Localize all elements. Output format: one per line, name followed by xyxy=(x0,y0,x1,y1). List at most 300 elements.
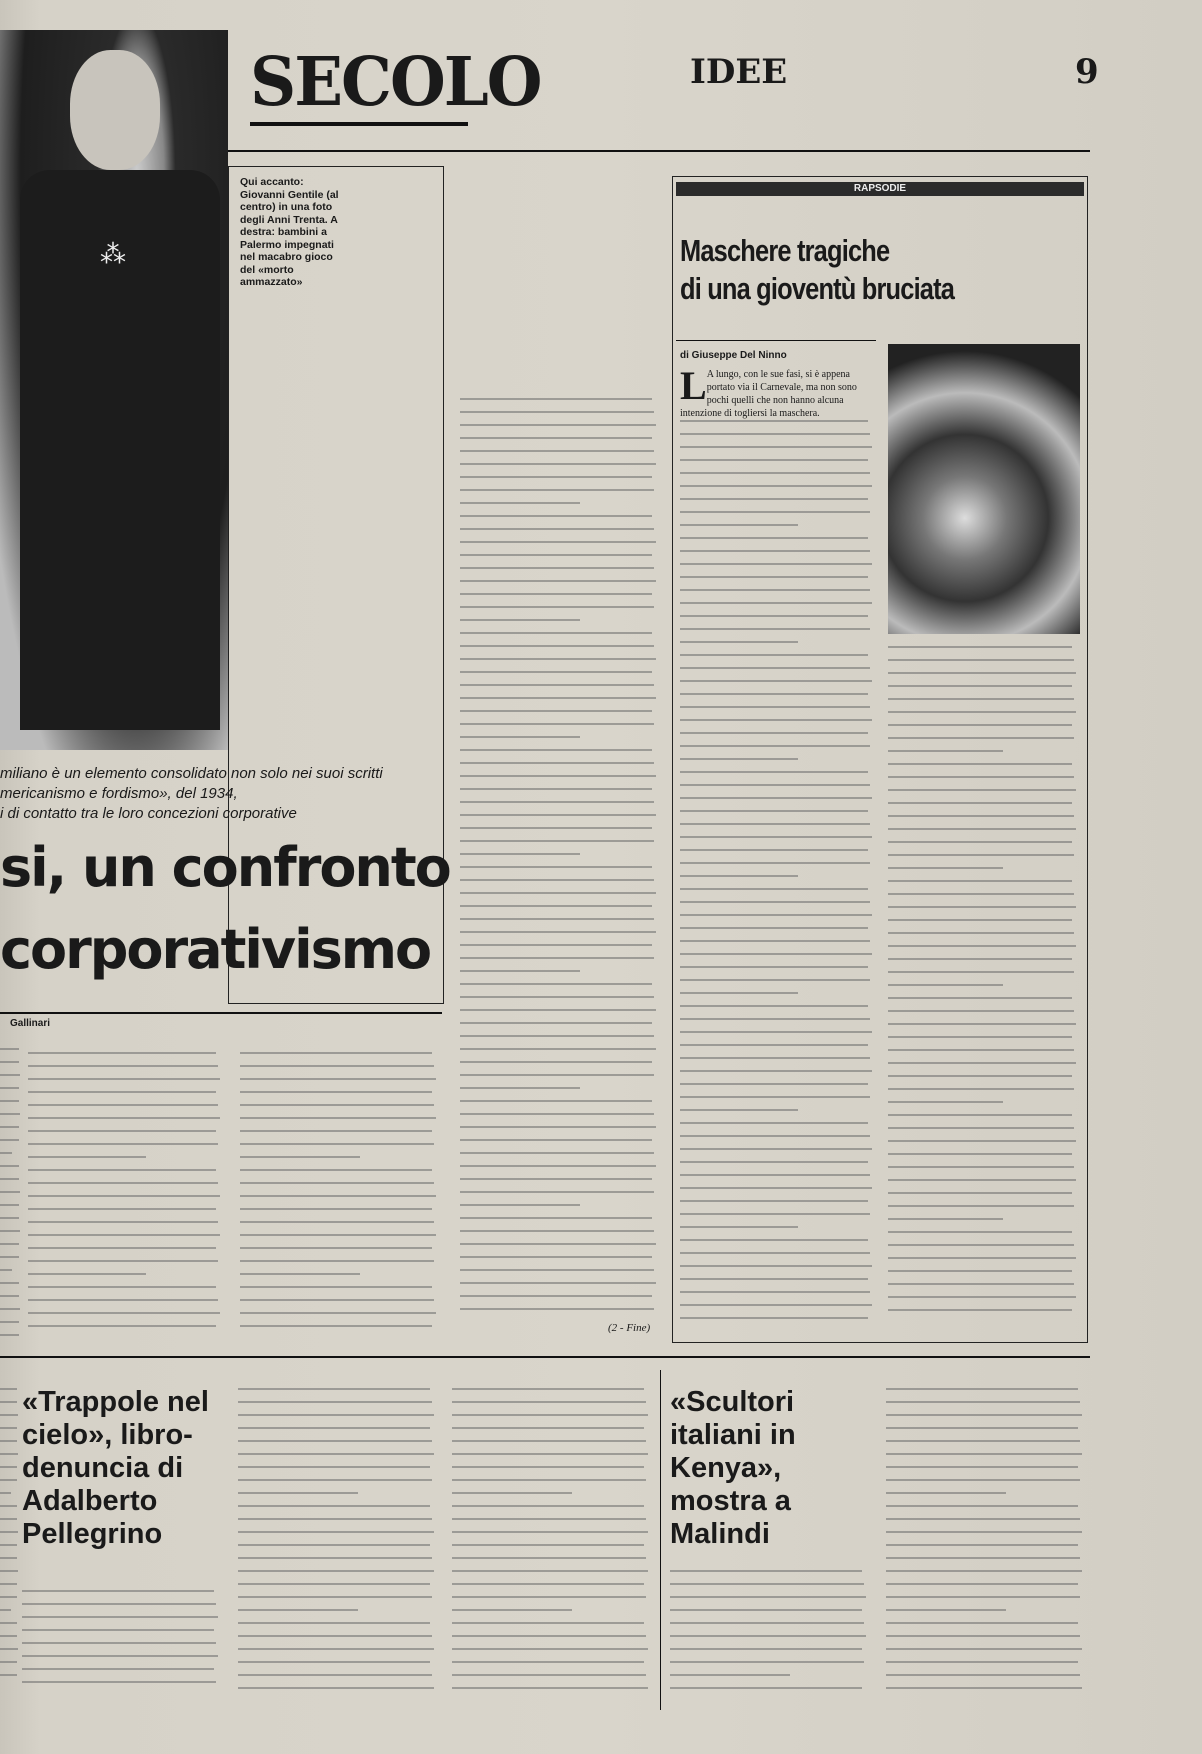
text-line xyxy=(460,1269,654,1271)
text-line xyxy=(0,1414,18,1416)
text-line xyxy=(22,1603,216,1605)
text-line xyxy=(452,1609,572,1611)
text-line xyxy=(238,1401,432,1403)
body-column-3 xyxy=(460,398,660,1328)
text-line xyxy=(240,1312,436,1314)
text-line xyxy=(670,1570,862,1572)
text-line xyxy=(452,1544,644,1546)
text-line xyxy=(680,719,872,721)
trappole-column-2 xyxy=(238,1388,438,1706)
text-line xyxy=(886,1583,1078,1585)
text-line xyxy=(460,658,656,660)
text-line xyxy=(680,706,870,708)
text-line xyxy=(680,732,868,734)
text-line xyxy=(680,966,868,968)
text-line xyxy=(0,1139,19,1141)
text-line xyxy=(888,659,1074,661)
text-line xyxy=(888,815,1074,817)
text-line xyxy=(670,1583,864,1585)
text-line xyxy=(0,1518,17,1520)
text-line xyxy=(680,693,868,695)
text-line xyxy=(0,1531,18,1533)
text-line xyxy=(888,1062,1076,1064)
text-line xyxy=(240,1052,432,1054)
text-line xyxy=(460,1139,652,1141)
text-line xyxy=(888,1036,1072,1038)
text-line xyxy=(460,411,654,413)
text-line xyxy=(680,771,868,773)
text-line xyxy=(888,672,1076,674)
text-line xyxy=(886,1388,1078,1390)
text-line xyxy=(460,1048,656,1050)
text-line xyxy=(238,1466,430,1468)
text-line xyxy=(460,1061,652,1063)
text-line xyxy=(238,1453,434,1455)
text-line xyxy=(886,1401,1080,1403)
text-line xyxy=(680,446,872,448)
text-line xyxy=(0,1440,17,1442)
text-line xyxy=(888,1010,1074,1012)
text-line xyxy=(460,580,656,582)
text-line xyxy=(888,1153,1072,1155)
bottom-rule xyxy=(0,1356,1090,1358)
text-line xyxy=(460,645,654,647)
text-line xyxy=(886,1531,1082,1533)
text-line xyxy=(0,1453,18,1455)
text-line xyxy=(460,866,652,868)
text-line xyxy=(888,1088,1074,1090)
text-line xyxy=(680,1070,872,1072)
text-line xyxy=(888,737,1074,739)
text-line xyxy=(680,927,868,929)
text-line xyxy=(888,802,1072,804)
text-line xyxy=(460,1009,656,1011)
text-line xyxy=(680,849,868,851)
text-line xyxy=(0,1282,19,1284)
text-line xyxy=(680,459,868,461)
text-line xyxy=(460,853,580,855)
masthead: SECOLO xyxy=(250,43,541,122)
text-line xyxy=(888,685,1072,687)
text-line xyxy=(460,1256,652,1258)
trappole-column-1 xyxy=(22,1590,222,1700)
text-line xyxy=(460,840,654,842)
headline-line-2: corporativismo xyxy=(0,918,431,981)
text-line xyxy=(888,997,1072,999)
text-line xyxy=(888,1114,1072,1116)
text-line xyxy=(452,1518,646,1520)
text-line xyxy=(680,485,872,487)
text-line xyxy=(22,1681,216,1683)
body-column-2 xyxy=(240,1052,440,1346)
text-line xyxy=(886,1648,1082,1650)
text-line xyxy=(460,528,654,530)
text-line xyxy=(680,1044,868,1046)
text-line xyxy=(680,992,798,994)
text-line xyxy=(886,1687,1082,1689)
text-line xyxy=(888,1192,1072,1194)
text-line xyxy=(680,888,868,890)
text-line xyxy=(460,788,652,790)
text-line xyxy=(0,1243,19,1245)
text-line xyxy=(240,1182,434,1184)
text-line xyxy=(886,1557,1080,1559)
text-line xyxy=(680,1096,870,1098)
masks-photo xyxy=(888,344,1080,634)
text-line xyxy=(888,646,1072,648)
text-line xyxy=(680,1239,868,1241)
text-line xyxy=(460,931,656,933)
text-line xyxy=(238,1531,434,1533)
text-line xyxy=(460,1152,654,1154)
text-line xyxy=(888,841,1072,843)
text-line xyxy=(460,827,652,829)
text-line xyxy=(888,1257,1076,1259)
text-line xyxy=(886,1479,1080,1481)
text-line xyxy=(28,1234,220,1236)
text-line xyxy=(238,1518,432,1520)
text-line xyxy=(888,1049,1074,1051)
text-line xyxy=(452,1596,646,1598)
text-line xyxy=(240,1273,360,1275)
text-line xyxy=(460,554,652,556)
text-line xyxy=(28,1325,216,1327)
text-line xyxy=(888,1218,1003,1220)
text-line xyxy=(670,1687,862,1689)
text-line xyxy=(460,775,656,777)
text-line xyxy=(22,1668,214,1670)
text-line xyxy=(460,905,652,907)
text-line xyxy=(460,1230,654,1232)
text-line xyxy=(0,1674,17,1676)
text-line xyxy=(886,1427,1078,1429)
text-line xyxy=(0,1321,19,1323)
body-column-1 xyxy=(28,1052,224,1346)
text-line xyxy=(888,1205,1074,1207)
text-line xyxy=(670,1674,790,1676)
text-line xyxy=(452,1414,648,1416)
text-line xyxy=(888,1270,1072,1272)
text-line xyxy=(460,1308,654,1310)
rapsodie-label: RAPSODIE xyxy=(676,182,1084,196)
scultori-column-2 xyxy=(886,1388,1086,1706)
text-line xyxy=(680,940,870,942)
rapsodie-column-2 xyxy=(888,646,1080,1328)
text-line xyxy=(886,1596,1080,1598)
text-line xyxy=(888,1075,1072,1077)
text-line xyxy=(888,1231,1072,1233)
text-line xyxy=(452,1388,644,1390)
text-line xyxy=(888,1179,1076,1181)
text-line xyxy=(888,880,1072,882)
text-line xyxy=(680,953,872,955)
text-line xyxy=(460,983,652,985)
text-line xyxy=(0,1334,19,1336)
text-line xyxy=(680,1031,872,1033)
text-line xyxy=(22,1629,214,1631)
text-line xyxy=(28,1117,220,1119)
text-line xyxy=(240,1260,434,1262)
text-line xyxy=(240,1286,432,1288)
text-line xyxy=(680,628,870,630)
text-line xyxy=(680,758,798,760)
text-line xyxy=(680,1083,868,1085)
text-line xyxy=(0,1269,12,1271)
text-line xyxy=(452,1453,648,1455)
text-line xyxy=(452,1622,644,1624)
text-line xyxy=(460,463,656,465)
text-line xyxy=(680,1018,870,1020)
text-line xyxy=(240,1208,432,1210)
text-line xyxy=(460,489,654,491)
text-line xyxy=(0,1217,19,1219)
text-line xyxy=(0,1087,19,1089)
text-line xyxy=(28,1091,216,1093)
text-line xyxy=(680,823,870,825)
text-line xyxy=(452,1557,646,1559)
text-line xyxy=(240,1221,434,1223)
text-line xyxy=(460,814,656,816)
text-line xyxy=(680,498,868,500)
text-line xyxy=(888,828,1076,830)
text-line xyxy=(888,1296,1076,1298)
text-line xyxy=(238,1596,432,1598)
summary-line-1: miliano è un elemento consolidato non solo nei suoi scritti xyxy=(0,765,383,782)
text-line xyxy=(460,801,654,803)
text-line xyxy=(452,1687,648,1689)
text-line xyxy=(238,1687,434,1689)
text-line xyxy=(680,1161,868,1163)
text-line xyxy=(680,563,872,565)
text-line xyxy=(680,1187,872,1189)
text-line xyxy=(22,1642,216,1644)
text-line xyxy=(28,1247,216,1249)
text-line xyxy=(238,1505,430,1507)
text-line xyxy=(886,1440,1080,1442)
text-line xyxy=(0,1622,17,1624)
text-line xyxy=(680,836,872,838)
text-line xyxy=(888,1023,1076,1025)
text-line xyxy=(460,723,654,725)
text-line xyxy=(886,1518,1080,1520)
text-line xyxy=(0,1100,19,1102)
byline: Gallinari xyxy=(10,1018,51,1029)
text-line xyxy=(886,1544,1078,1546)
trappole-headline: «Trappole nel cielo», libro-denuncia di Adalberto Pellegrino xyxy=(22,1386,209,1550)
text-line xyxy=(452,1505,644,1507)
text-line xyxy=(888,958,1072,960)
text-line xyxy=(680,589,870,591)
text-line xyxy=(0,1256,19,1258)
text-line xyxy=(452,1648,648,1650)
text-line xyxy=(0,1113,20,1115)
text-line xyxy=(460,1165,656,1167)
rapsodie-column-1: L A lungo, con le sue fasi, si è appena portato via il Carnevale, ma non sono pochi quelli che non hanno alcuna intenzione di togliersi la maschera. xyxy=(680,368,876,1328)
summary-line-3: i di contatto tra le loro concezioni corporative xyxy=(0,805,297,822)
text-line xyxy=(238,1648,434,1650)
text-line xyxy=(886,1453,1082,1455)
text-line xyxy=(680,1265,872,1267)
text-line xyxy=(238,1622,430,1624)
text-line xyxy=(240,1143,434,1145)
text-line xyxy=(0,1635,17,1637)
text-line xyxy=(460,1178,652,1180)
text-line xyxy=(0,1583,17,1585)
text-line xyxy=(886,1492,1006,1494)
text-line xyxy=(680,420,868,422)
text-line xyxy=(888,919,1072,921)
text-line xyxy=(460,398,652,400)
text-line xyxy=(28,1156,146,1158)
text-line xyxy=(888,971,1074,973)
text-line xyxy=(670,1609,862,1611)
rapsodie-headline-1: Maschere tragiche xyxy=(680,233,890,268)
text-line xyxy=(0,1178,19,1180)
text-line xyxy=(22,1590,214,1592)
text-line xyxy=(238,1479,432,1481)
text-line xyxy=(460,567,654,569)
text-line xyxy=(888,906,1076,908)
text-line xyxy=(680,667,870,669)
text-line xyxy=(240,1247,432,1249)
text-line xyxy=(680,797,872,799)
text-line xyxy=(888,750,1003,752)
text-line xyxy=(888,1309,1072,1311)
text-line xyxy=(240,1130,432,1132)
text-line xyxy=(888,1283,1074,1285)
text-line xyxy=(240,1117,436,1119)
text-line xyxy=(670,1622,864,1624)
text-line xyxy=(886,1674,1080,1676)
text-line xyxy=(460,918,654,920)
text-line xyxy=(28,1273,146,1275)
text-line xyxy=(240,1156,360,1158)
text-line xyxy=(680,1252,870,1254)
text-line xyxy=(460,944,652,946)
text-line xyxy=(888,776,1074,778)
text-line xyxy=(680,1317,868,1319)
text-line xyxy=(460,476,652,478)
text-line xyxy=(888,724,1072,726)
text-line xyxy=(28,1130,216,1132)
text-line xyxy=(0,1609,11,1611)
text-line xyxy=(460,541,656,543)
text-line xyxy=(460,1191,654,1193)
text-line xyxy=(0,1126,19,1128)
text-line xyxy=(0,1466,17,1468)
text-line xyxy=(240,1299,434,1301)
text-line xyxy=(238,1570,434,1572)
text-line xyxy=(28,1260,218,1262)
text-line xyxy=(238,1492,358,1494)
text-line xyxy=(886,1466,1078,1468)
text-line xyxy=(670,1635,866,1637)
text-line xyxy=(886,1609,1006,1611)
text-line xyxy=(680,1135,870,1137)
text-line xyxy=(888,698,1074,700)
text-line xyxy=(238,1388,430,1390)
text-line xyxy=(680,1122,868,1124)
text-line xyxy=(460,1035,654,1037)
text-line xyxy=(0,1230,20,1232)
text-line xyxy=(0,1544,17,1546)
text-line xyxy=(452,1583,644,1585)
end-mark: (2 - Fine) xyxy=(608,1322,651,1334)
text-line xyxy=(460,1282,656,1284)
text-line xyxy=(452,1661,644,1663)
text-line xyxy=(238,1661,430,1663)
text-line xyxy=(670,1648,862,1650)
text-line xyxy=(0,1492,11,1494)
text-line xyxy=(238,1609,358,1611)
text-line xyxy=(452,1401,646,1403)
text-line xyxy=(886,1570,1082,1572)
text-line xyxy=(680,745,870,747)
text-line xyxy=(888,1244,1074,1246)
text-line xyxy=(680,1226,798,1228)
text-line xyxy=(0,1074,20,1076)
text-line xyxy=(238,1583,430,1585)
scultori-column-1 xyxy=(670,1570,870,1706)
text-line xyxy=(0,1152,12,1154)
text-line xyxy=(460,1243,656,1245)
page-number: 9 xyxy=(1075,52,1099,92)
text-line xyxy=(888,932,1074,934)
text-line xyxy=(888,984,1003,986)
text-line xyxy=(460,671,652,673)
text-line xyxy=(452,1479,646,1481)
text-line xyxy=(460,1217,652,1219)
text-line xyxy=(0,1661,17,1663)
text-line xyxy=(240,1091,432,1093)
text-line xyxy=(680,1304,872,1306)
text-line xyxy=(0,1479,17,1481)
scultori-headline: «Scultori italiani in Kenya», mostra a Malindi xyxy=(670,1386,796,1550)
text-line xyxy=(460,1204,580,1206)
text-line xyxy=(238,1414,434,1416)
text-line xyxy=(240,1195,436,1197)
text-line xyxy=(680,1200,868,1202)
text-line xyxy=(888,893,1074,895)
text-line xyxy=(452,1466,644,1468)
text-line xyxy=(460,749,652,751)
text-line xyxy=(460,996,654,998)
text-line xyxy=(0,1505,17,1507)
text-line xyxy=(460,1022,652,1024)
text-line xyxy=(28,1169,216,1171)
section-title: IDEE xyxy=(690,52,788,92)
text-line xyxy=(460,684,654,686)
text-line xyxy=(886,1622,1078,1624)
text-line xyxy=(460,1100,652,1102)
text-line xyxy=(680,576,868,578)
text-line xyxy=(670,1661,864,1663)
text-line xyxy=(0,1061,19,1063)
text-line xyxy=(0,1204,19,1206)
text-line xyxy=(0,1557,17,1559)
text-line xyxy=(680,602,872,604)
text-line xyxy=(460,1113,654,1115)
text-line xyxy=(680,1291,870,1293)
text-line xyxy=(460,619,580,621)
text-line xyxy=(460,970,580,972)
text-line xyxy=(240,1325,432,1327)
text-line xyxy=(28,1182,218,1184)
text-line xyxy=(0,1596,17,1598)
text-line xyxy=(0,1165,19,1167)
text-line xyxy=(460,1295,652,1297)
text-line xyxy=(22,1616,218,1618)
